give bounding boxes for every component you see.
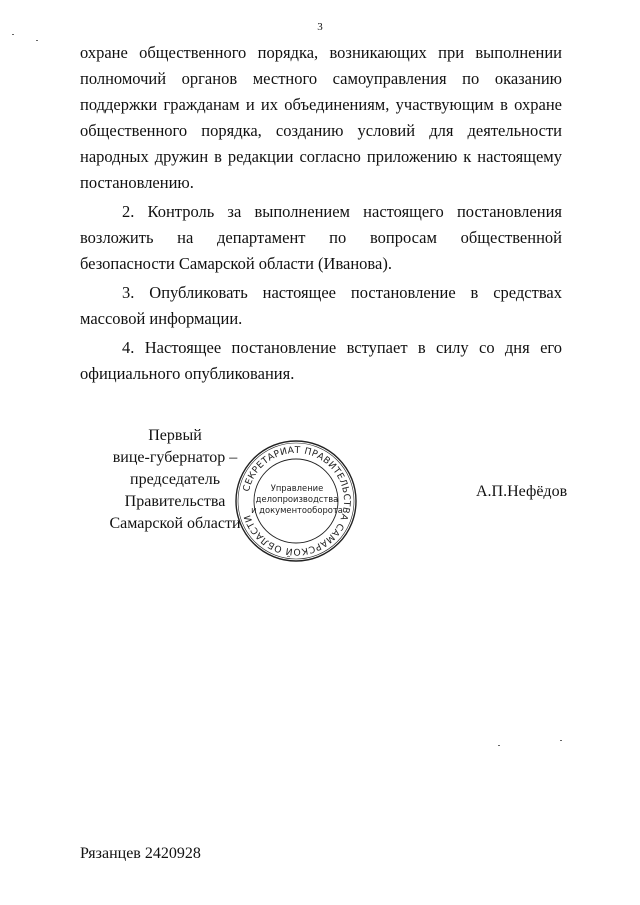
stamp-center-line: делопроизводства: [255, 494, 339, 504]
scan-speck: [498, 745, 500, 746]
paragraph-item-3: 3. Опубликовать настоящее постановление в средствах массовой информации.: [80, 283, 562, 328]
paragraph-item-2: 2. Контроль за выполнением настоящего постановления возложить на департамент по вопросам общественной безопасности Самарской области (Иванова).: [80, 202, 562, 273]
page-number: 3: [317, 21, 323, 33]
paragraph-continuation: охране общественного порядка, возникающих при выполнении полномочий органов местного самоуправления по оказанию поддержки гражданам и их объединениям, участвующим в охране общественного порядка, созданию условий для деятельности народных дружин в редакции согласно приложению к настоящему постановлению.: [80, 43, 562, 192]
signatory-position-line: председатель Правительства: [124, 471, 226, 510]
scan-speck: [12, 34, 14, 35]
signatory-position-line: Первый: [148, 427, 202, 444]
signatory-position: [100, 425, 250, 535]
signatory-name: А.П.Нефёдов: [476, 483, 568, 500]
stamp-ring-text: СЕКРЕТАРИАТ ПРАВИТЕЛЬСТВА САМАРСКОЙ ОБЛАСТИ: [240, 444, 353, 558]
document-body: [80, 40, 562, 387]
stamp-center-line: Управление: [270, 483, 324, 493]
executor-footer: Рязанцев 2420928: [80, 845, 201, 862]
stamp-center-line: и документооборота: [251, 505, 343, 515]
paragraph-item-4: 4. Настоящее постановление вступает в силу со дня его официального опубликования.: [80, 338, 562, 383]
scan-speck: [36, 40, 38, 41]
signatory-position-line: Самарской области: [109, 515, 241, 532]
signatory-position-line: вице-губернатор –: [112, 449, 238, 466]
official-stamp: [234, 439, 358, 563]
scan-speck: [560, 740, 562, 741]
